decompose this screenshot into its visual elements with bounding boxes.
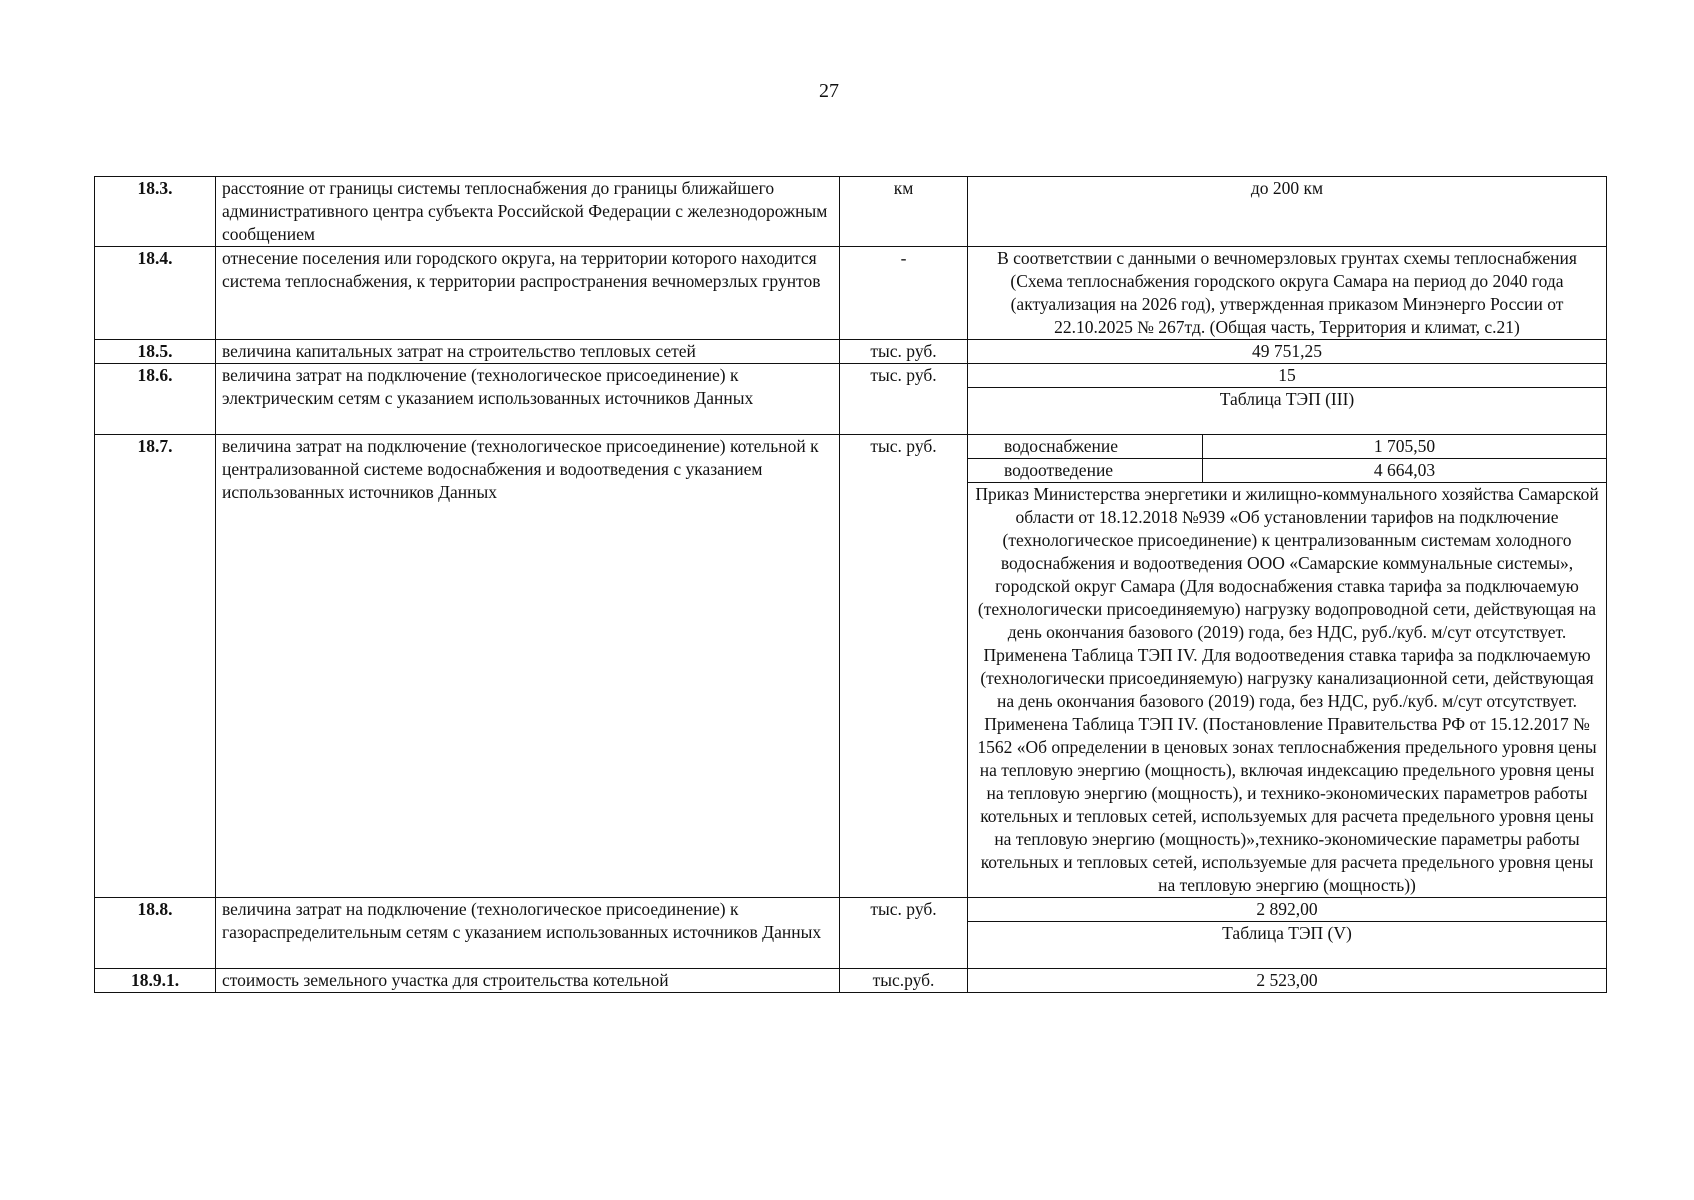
row-number: 18.6. [95, 364, 216, 435]
row-value-cell [968, 247, 1607, 340]
table-row [95, 969, 1607, 993]
breakdown-label: водоотведение [968, 459, 1203, 483]
row-value: В соответствии с данными о вечномерзловых грунтах схемы теплоснабжения (Схема теплоснабжения городского округа Самара на период до 2040 года (актуализация на 2026 год), утвержденная приказом Минэнерго России от 22.10.2025 № 267тд. (Общая часть, Территория и климат, с.21) [997, 248, 1577, 337]
row-number: 18.4. [95, 247, 216, 340]
row-value-cell [968, 177, 1607, 247]
table-row [95, 177, 1607, 247]
row-description: величина затрат на подключение (технологическое присоединение) к газораспределительным сетям с указанием использованных источников Данных [216, 898, 840, 969]
row-number: 18.7. [95, 435, 216, 898]
page-number: 27 [819, 80, 839, 102]
row-value-cell [968, 435, 1607, 898]
row-number: 18.5. [95, 340, 216, 364]
row-unit: км [840, 177, 968, 247]
row-description: расстояние от границы системы теплоснабжения до границы ближайшего административного центра субъекта Российской Федерации с железнодорожным сообщением [216, 177, 840, 247]
cost-breakdown-table [968, 435, 1606, 483]
table-row [95, 435, 1607, 898]
row-value: до 200 км [1250, 178, 1324, 198]
row-source: Таблица ТЭП (V) [968, 921, 1606, 968]
row-source: Таблица ТЭП (III) [968, 387, 1606, 434]
parameters-table [94, 176, 1607, 993]
row-unit: тыс. руб. [840, 435, 968, 898]
row-value-cell [968, 898, 1607, 969]
row-description: стоимость земельного участка для строительства котельной [216, 969, 840, 993]
row-value: 49 751,25 [1252, 341, 1322, 361]
breakdown-value: 4 664,03 [1203, 459, 1607, 483]
row-value-cell [968, 340, 1607, 364]
table-row [95, 247, 1607, 340]
breakdown-value: 1 705,50 [1203, 435, 1607, 459]
row-unit: тыс.руб. [840, 969, 968, 993]
row-number: 18.8. [95, 898, 216, 969]
breakdown-row [968, 459, 1606, 483]
row-unit: - [840, 247, 968, 340]
row-description: величина капитальных затрат на строительство тепловых сетей [216, 340, 840, 364]
row-value: 2 892,00 [1256, 899, 1318, 919]
row-value: 15 [1278, 365, 1296, 385]
row-number: 18.9.1. [95, 969, 216, 993]
breakdown-label: водоснабжение [968, 435, 1203, 459]
row-source: Приказ Министерства энергетики и жилищно-коммунального хозяйства Самарской области от 18.12.2018 №939 «Об установлении тарифов на подключение (технологическое присоединение) к централизованным системам холодного водоснабжения и водоотведения ООО «Самарские коммунальные системы», городской округ Самара (Для водоснабжения ставка тарифа за подключаемую (технологически присоединяемую) нагрузку водопроводной сети, действующая на день окончания базового (2019) года, без НДС, руб./куб. м/сут отсутствует. Применена Таблица ТЭП IV. Для водоотведения ставка тарифа за подключаемую (технологически присоединяемую) нагрузку канализационной сети, действующая на день окончания базового (2019) года, без НДС, руб./куб. м/сут отсутствует. Применена Таблица ТЭП IV. (Постановление Правительства РФ от 15.12.2017 № 1562 «Об определении в ценовых зонах теплоснабжения предельного уровня цены на тепловую энергию (мощность), включая индексацию предельного уровня цены на тепловую энергию (мощность), и технико-экономических параметров работы котельных и тепловых сетей, используемых для расчета предельного уровня цены на тепловую энергию (мощность)»,технико-экономические параметры работы котельных и тепловых сетей, используемые для расчета предельного уровня цены на тепловую энергию (мощность)) [975, 484, 1599, 895]
table-row [95, 340, 1607, 364]
row-value-cell [968, 969, 1607, 993]
row-description: величина затрат на подключение (технологическое присоединение) к электрическим сетям с указанием использованных источников Данных [216, 364, 840, 435]
breakdown-row [968, 435, 1606, 459]
row-unit: тыс. руб. [840, 364, 968, 435]
row-unit: тыс. руб. [840, 898, 968, 969]
row-unit: тыс. руб. [840, 340, 968, 364]
row-value-cell [968, 364, 1607, 435]
table-row [95, 364, 1607, 435]
row-value: 2 523,00 [1256, 970, 1318, 990]
row-description: отнесение поселения или городского округа, на территории которого находится система теплоснабжения, к территории распространения вечномерзлых грунтов [216, 247, 840, 340]
row-number: 18.3. [95, 177, 216, 247]
row-description: величина затрат на подключение (технологическое присоединение) котельной к централизованной системе водоснабжения и водоотведения с указанием использованных источников Данных [216, 435, 840, 898]
table-row [95, 898, 1607, 969]
